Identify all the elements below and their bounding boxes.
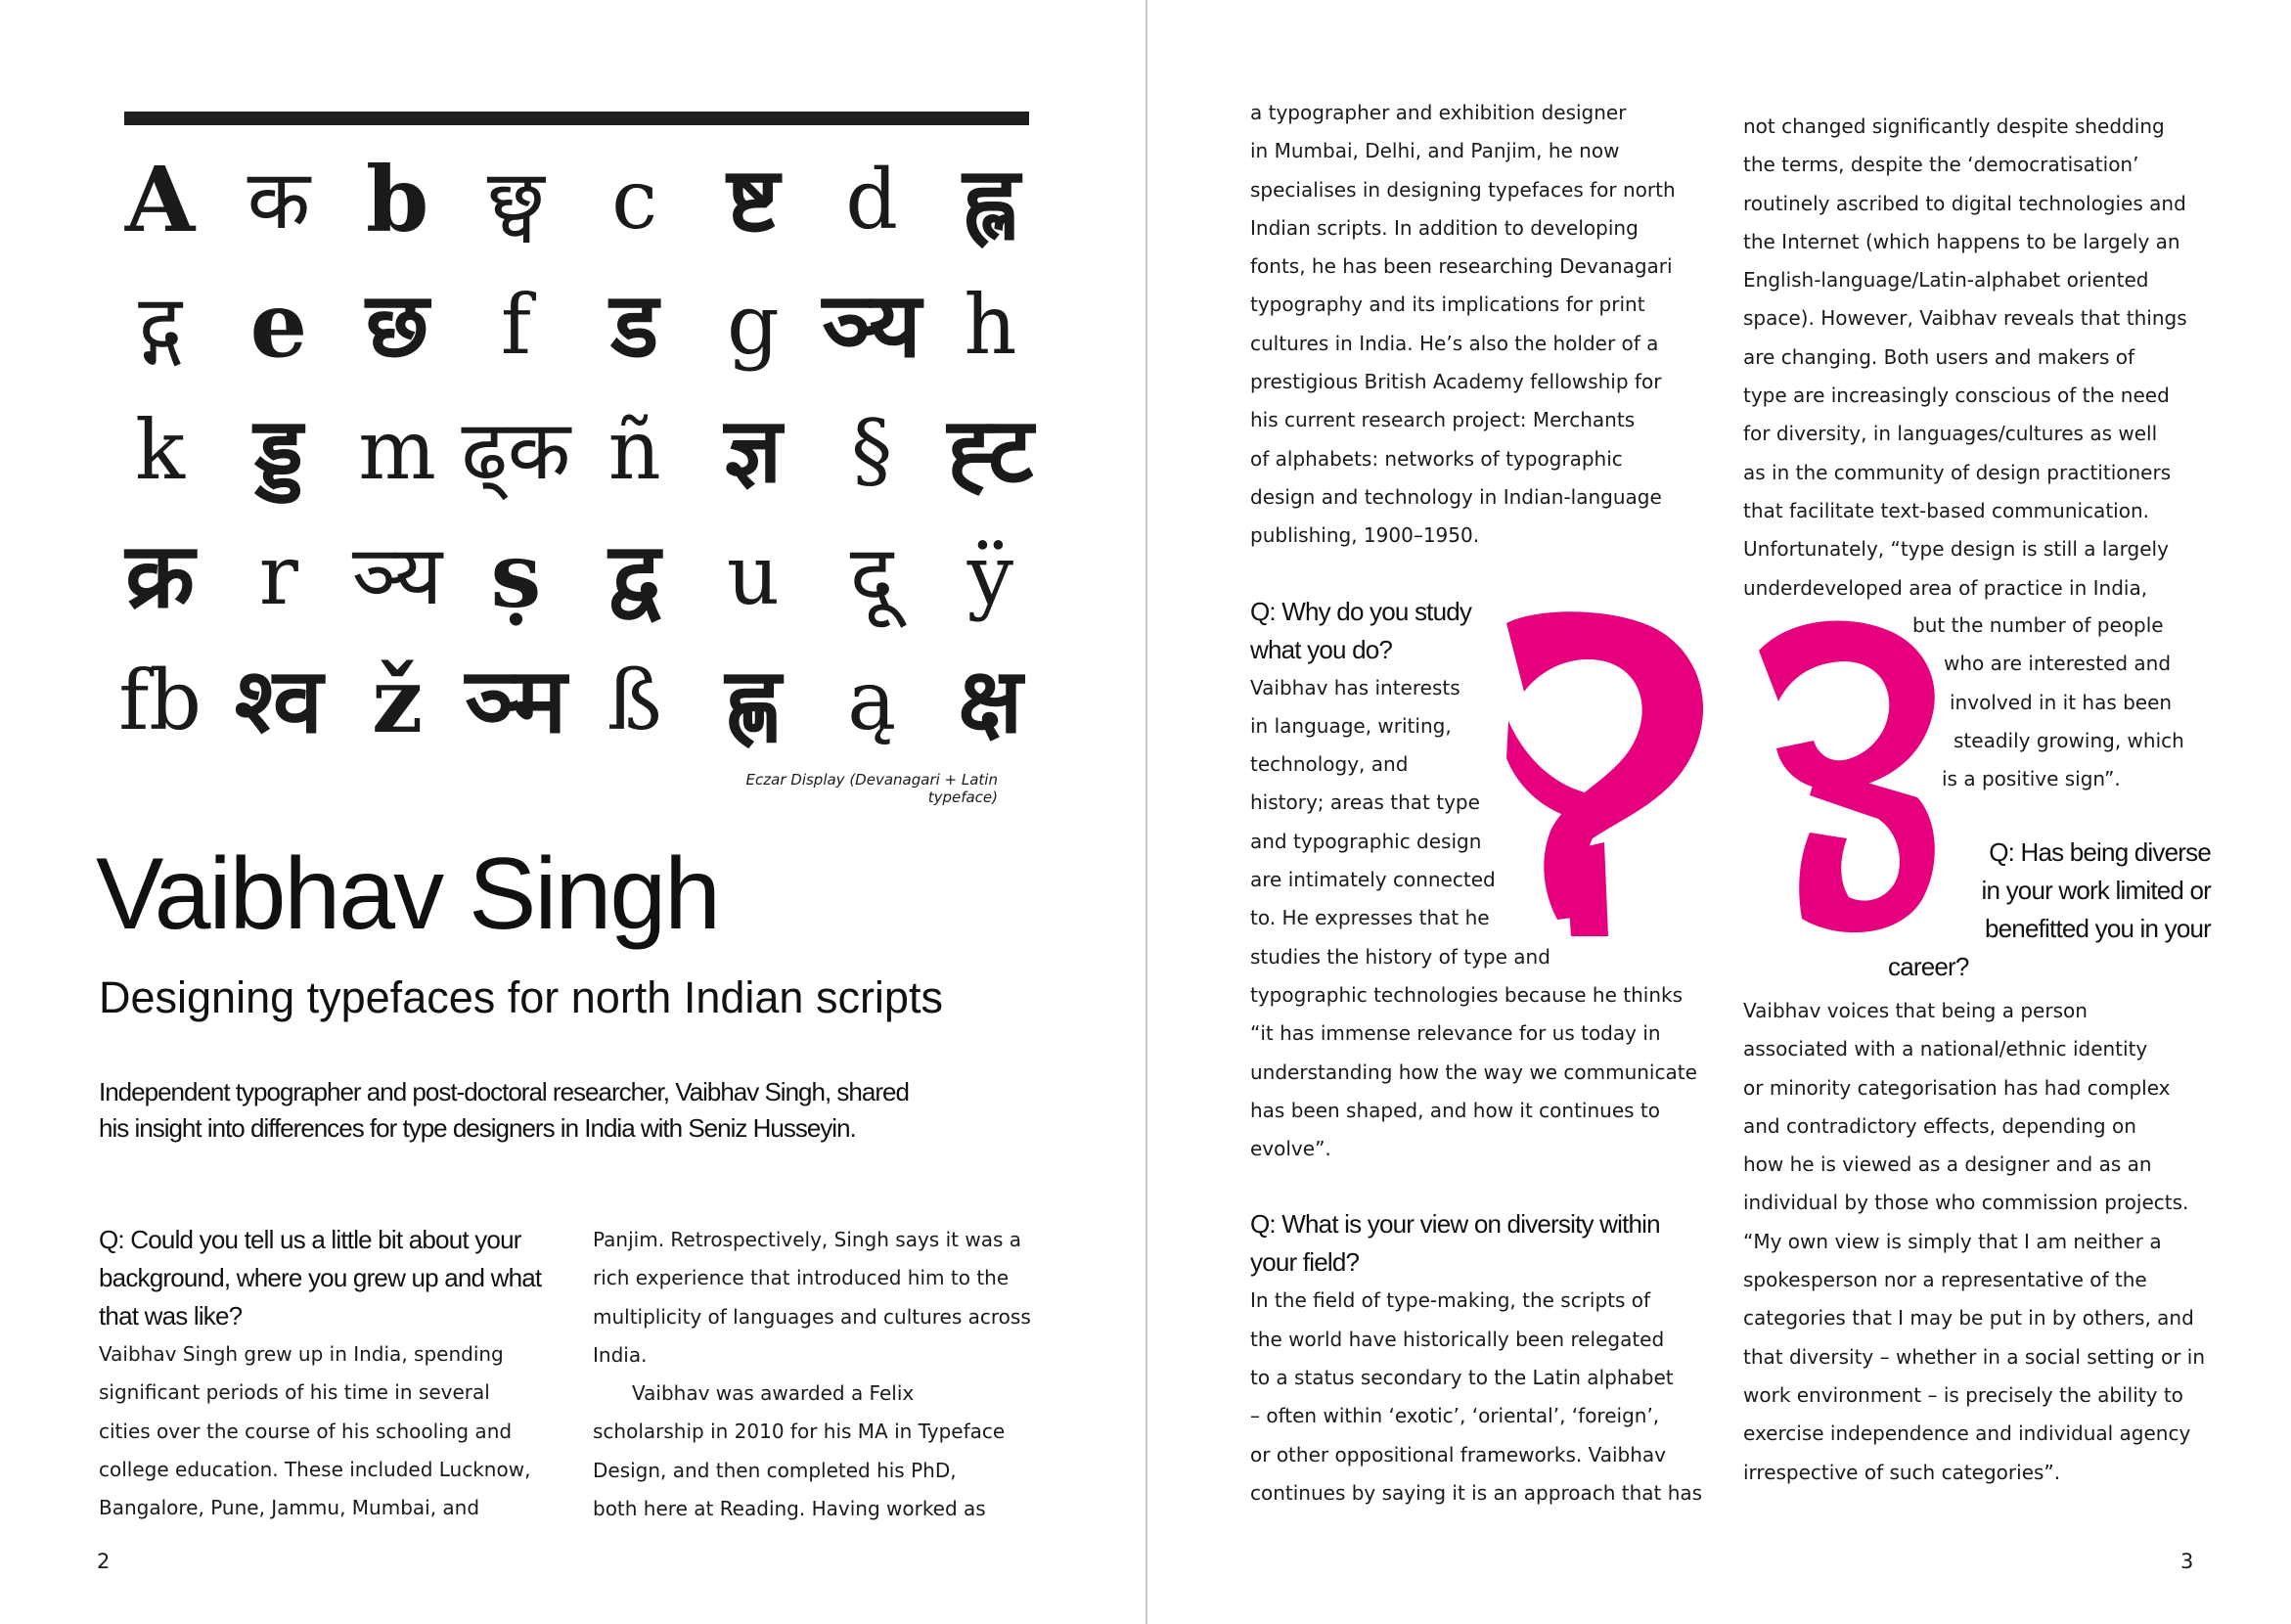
question-background [99,1221,568,1335]
body-line: to. He expresses that he [1250,906,1490,930]
body-line: irrespective of such categories”. [1743,1460,2061,1484]
specimen-glyph: ड्ड [253,397,303,503]
body-line: who are interested and [1944,652,2172,676]
body-line: steadily growing, which [1954,728,2184,752]
left-column-2 [593,1221,1053,1528]
page-number-right: 3 [2180,1550,2194,1573]
body-line: both here at Reading. Having worked as [593,1497,986,1521]
specimen-glyph: ह्ल [963,147,1018,252]
specimen-glyph: ञ्य [822,272,921,378]
right-column-2-top [1743,108,2187,608]
body-line: to a status secondary to the Latin alphabet [1250,1366,1674,1390]
body-line: In the field of type-making, the scripts of [1250,1288,1651,1313]
article-title: Vaibhav Singh [96,837,719,951]
specimen-glyph: छ [365,272,429,378]
body-line: Vaibhav was awarded a Felix [632,1381,915,1406]
answer-why-study [1250,669,1729,1169]
question-line: career? [1888,952,1969,981]
specimen-glyph: दू [849,527,894,623]
body-line: cultures in India. He’s also the holder of a [1250,331,1659,355]
body-line: Bangalore, Pune, Jammu, Mumbai, and [99,1496,480,1520]
body-line: in Mumbai, Delhi, and Panjim, he now [1250,139,1620,163]
body-line: prestigious British Academy fellowship for [1250,370,1662,394]
body-line: type are increasingly conscious of the need [1743,383,2170,408]
body-line: in language, writing, [1250,713,1452,738]
body-line: his current research project: Merchants [1250,408,1636,432]
body-line: Unfortunately, “type design is still a largely [1743,537,2169,562]
specimen-glyph: ञ्म [465,648,567,753]
body-line: associated with a national/ethnic identity [1743,1037,2148,1061]
specimen-glyph: द्व [608,522,661,628]
specimen-glyph: क [247,152,311,248]
body-line: that facilitate text-based communication. [1743,498,2149,522]
specimen-glyph: fb [118,653,202,748]
question-line: your field? [1250,1247,1360,1278]
question-line: in your work limited or [1981,876,2211,905]
answer-background-end [1250,94,1729,556]
specimen-glyph: m [358,402,436,498]
body-line: understanding how the way we communicate [1250,1060,1697,1084]
body-line: technology, and [1250,752,1409,777]
specimen-glyph: क्र [125,522,195,628]
body-line: Design, and then completed his PhD, [593,1458,957,1482]
body-line: has been shaped, and how it continues to [1250,1098,1660,1122]
specimen-glyph: ṣ [490,522,542,628]
body-line: cities over the course of his schooling and [99,1419,513,1443]
body-line: “it has immense relevance for us today in [1250,1021,1661,1046]
question-diverse-career [1878,834,2211,986]
question-why-study [1250,593,1729,669]
body-line: a typographer and exhibition designer [1250,101,1627,124]
specimen-glyph: c [611,152,658,248]
specimen-glyph: ß [606,653,662,748]
body-line: not changed significantly despite shedding [1743,114,2165,138]
answer-diverse-career [1743,992,2205,1492]
specimen-glyph: u [726,527,780,623]
specimen-glyph: § [851,402,893,498]
article-subtitle: Designing typefaces for north Indian scripts [99,972,943,1022]
specimen-glyph: f [500,277,531,373]
body-line: Vaibhav voices that being a person [1743,999,2088,1022]
body-line: Indian scripts. In addition to developing [1250,215,1639,240]
body-line: “My own view is simply that I am neither a [1743,1229,2162,1253]
question-line: Q: Could you tell us a little bit about your [99,1225,521,1254]
body-line: spokesperson nor a representative of the [1743,1268,2147,1292]
question-line: Q: Has being diverse [1989,837,2211,867]
body-line: fonts, he has been researching Devanagari [1250,254,1673,279]
answer-diversity-wrap [1912,607,2206,798]
question-line: Q: Why do you study [1250,596,1472,626]
question-line: background, where you grew up and what [99,1263,542,1292]
body-line: – often within ‘exotic’, ‘oriental’, ‘foreign’, [1250,1404,1660,1428]
left-column-1 [99,1221,568,1527]
specimen-glyph: ञ्य [351,527,443,623]
body-line: the terms, despite the ‘democratisation’ [1743,153,2139,177]
body-line: how he is viewed as a designer and as an [1743,1152,2152,1177]
body-line: scholarship in 2010 for his MA in Typeface [593,1420,1006,1444]
body-line: work environment – is precisely the ability to [1743,1382,2183,1407]
body-line: that diversity – whether in a social setting or in [1743,1344,2206,1369]
specimen-glyph: b [365,147,429,252]
body-line: exercise independence and individual agency [1743,1421,2191,1446]
body-line: are changing. Both users and makers of [1743,344,2135,369]
specimen-glyph: d [845,152,899,248]
specimen-glyph: ñ [607,402,661,498]
specimen-glyph: ह्ण [725,648,782,753]
body-line: Vaibhav has interests [1250,675,1460,699]
question-line: that was like? [99,1301,243,1331]
body-line: are intimately connected [1250,868,1496,892]
body-line: continues by saying it is an approach that has [1250,1480,1703,1505]
body-line: Panjim. Retrospectively, Singh says it was a [593,1228,1021,1251]
question-line: what you do? [1250,634,1393,664]
body-line: categories that I may be put in by others, and [1743,1306,2194,1331]
body-line: underdeveloped area of practice in India, [1743,575,2148,600]
right-column-2-wrap [1912,607,2206,798]
specimen-glyph: ž [372,648,424,753]
specimen-glyph: ÿ [966,527,1014,623]
right-column-1 [1250,94,1729,1512]
specimen-glyph: e [249,272,308,378]
body-line: for diversity, in languages/cultures as well [1743,422,2158,446]
question-line: benefitted you in your [1984,914,2211,943]
body-line: college education. These included Lucknow, [99,1457,531,1481]
article-intro [99,1074,979,1147]
answer-background-cont [593,1221,1053,1528]
right-column-2-question [1878,834,2211,986]
body-line: studies the history of type and [1250,944,1550,969]
specimen-glyph: r [258,527,298,623]
body-line: or minority categorisation has had complex [1743,1075,2171,1100]
specimen-glyph: क्ष [958,648,1023,753]
specimen-glyph: ह्ट [947,397,1034,503]
page-number-left: 2 [97,1550,111,1573]
body-line: multiplicity of languages and cultures across [593,1304,1031,1329]
specimen-caption: Eczar Display (Devanagari + Latin typeface) [745,771,998,806]
body-line: significant periods of his time in several [99,1380,490,1405]
body-line: or other oppositional frameworks. Vaibhav [1250,1442,1667,1466]
body-line: individual by those who commission projects. [1743,1191,2189,1215]
right-column-2-bottom [1743,992,2205,1492]
specimen-glyph: ढ्क [461,402,571,498]
question-line: Q: What is your view on diversity within [1250,1209,1660,1240]
specimen-rule [124,112,1029,125]
body-line: is a positive sign”. [1942,767,2121,791]
body-line: but the number of people [1912,613,2164,637]
specimen-glyph: श्व [234,648,323,753]
specimen-glyph: ष्ट [727,147,780,252]
body-line: involved in it has been [1950,690,2173,714]
specimen-glyph: A [124,147,196,252]
body-line: typographic technologies because he thinks [1250,982,1684,1007]
body-line: and contradictory effects, depending on [1743,1113,2136,1138]
body-line: evolve”. [1250,1137,1331,1161]
body-line: space). However, Vaibhav reveals that things [1743,306,2187,331]
specimen-glyph: छ्व [486,152,545,248]
body-line: the Internet (which happens to be largely an [1743,229,2180,253]
specimen-glyph: द्ग [138,277,183,373]
body-line: the world have historically been relegated [1250,1327,1665,1351]
answer-diversity-view-cont [1743,108,2187,608]
body-line: India. [593,1342,648,1367]
intro-line: Independent typographer and post-doctoral researcher, Vaibhav Singh, shared [99,1077,909,1106]
body-line: and typographic design [1250,829,1482,853]
specimen-glyph: g [726,277,780,373]
specimen-glyph: ज्ञ [724,397,783,503]
specimen-glyph: h [964,277,1017,373]
body-line: publishing, 1900–1950. [1250,523,1480,548]
page-gutter [1146,0,1147,1624]
numeral-right-bowl [1759,620,1935,789]
question-diversity-view [1250,1205,1729,1282]
body-line: routinely ascribed to digital technologies and [1743,191,2186,215]
specimen-glyph: ą [847,653,897,748]
body-line: design and technology in Indian-language [1250,484,1662,509]
body-line: English-language/Latin-alphabet oriented [1743,268,2149,293]
glyph-specimen-grid [101,137,1050,763]
answer-background [99,1335,568,1527]
body-line: of alphabets: networks of typographic [1250,446,1623,471]
answer-diversity-view [1250,1282,1729,1512]
body-line: typography and its implications for print [1250,293,1645,317]
specimen-glyph: ड [610,272,659,378]
body-line: rich experience that introduced him to the [593,1266,1010,1290]
body-line: specialises in designing typefaces for north [1250,177,1676,202]
specimen-glyph: k [135,402,186,498]
body-line: history; areas that type [1250,790,1480,815]
body-line: Vaibhav Singh grew up in India, spending [99,1342,504,1366]
body-line: as in the community of design practitioners [1743,460,2172,484]
intro-line: his insight into differences for type designers in India with Seniz Husseyin. [99,1113,856,1143]
